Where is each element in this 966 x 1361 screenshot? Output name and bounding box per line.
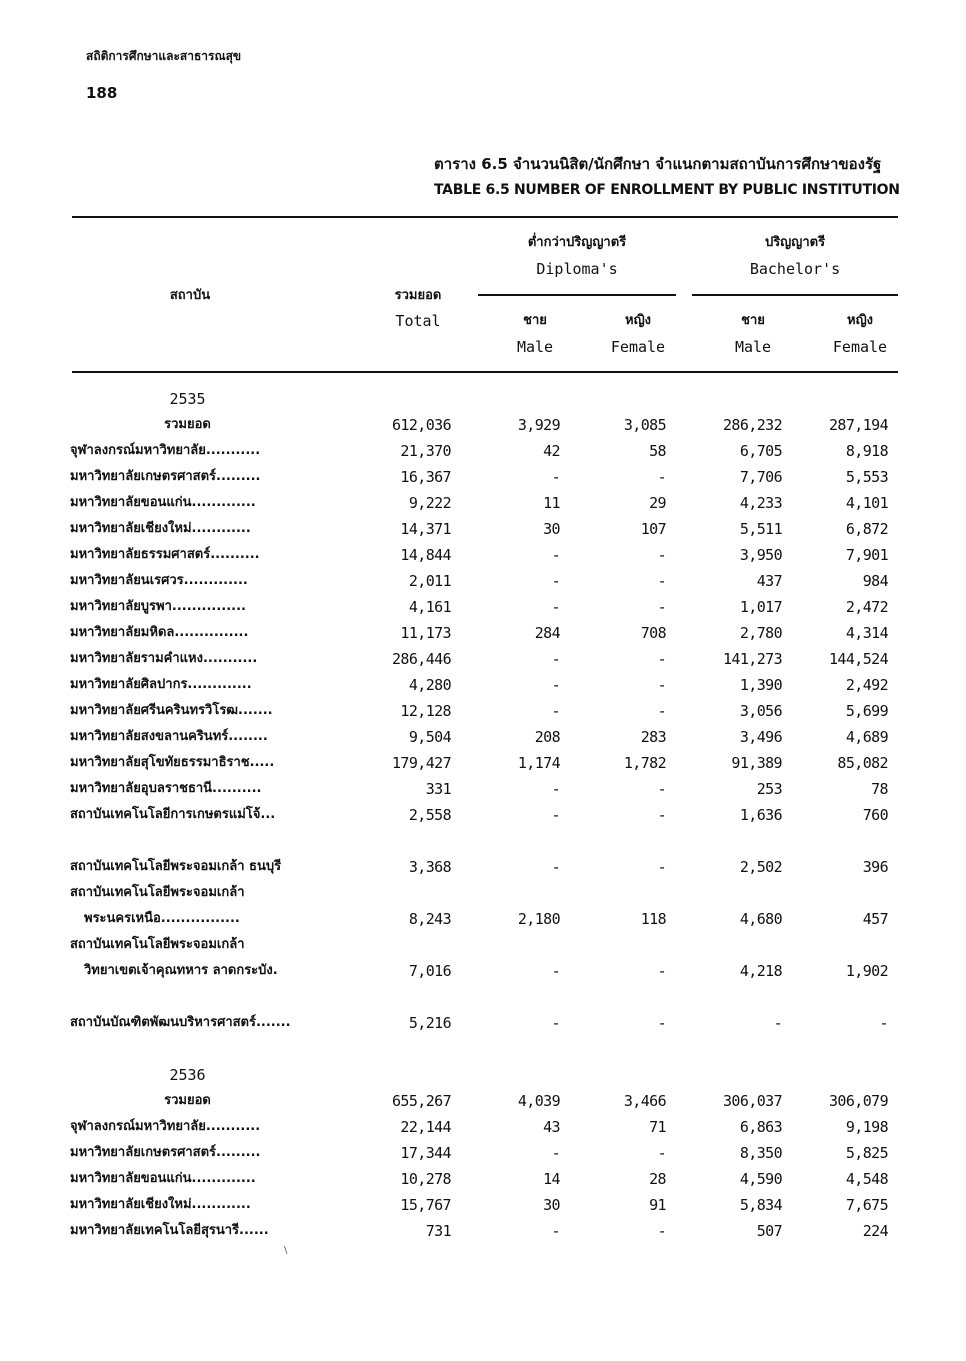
total-cell: 7,016	[408, 962, 451, 980]
diploma-female-cell: 708	[640, 624, 666, 642]
institution-name: สถาบันบัณฑิตพัฒนบริหารศาสตร์.......	[70, 1015, 291, 1030]
total-cell: 2,558	[408, 806, 451, 824]
diploma-female-cell: -	[657, 572, 666, 590]
table-row	[0, 1218, 966, 1244]
institution-name: มหาวิทยาลัยอุบลราชธานี..........	[70, 781, 262, 796]
bachelor-male-cell: 4,680	[739, 910, 782, 928]
total-cell: 16,367	[400, 468, 451, 486]
institution-name: สถาบันเทคโนโลยีพระจอมเกล้า ธนบุรี	[70, 859, 282, 874]
header-bachelor-male-english: Male	[734, 338, 772, 356]
diploma-female-cell: -	[657, 1144, 666, 1162]
diploma-male-cell: 3,929	[517, 416, 560, 434]
year-label: 2536	[169, 1066, 206, 1084]
bachelor-male-cell: 306,037	[722, 1092, 782, 1110]
institution-name: มหาวิทยาลัยเกษตรศาสตร์.........	[70, 469, 261, 484]
bachelor-male-cell: 5,511	[739, 520, 782, 538]
institution-name: สถาบันเทคโนโลยีพระจอมเกล้า	[70, 885, 245, 900]
diploma-female-cell: -	[657, 858, 666, 876]
institution-name: มหาวิทยาลัยขอนแก่น.............	[70, 1171, 256, 1186]
institution-name: มหาวิทยาลัยรามคำแหง...........	[70, 651, 258, 666]
header-diploma-thai: ต่ำกว่าปริญญาตรี	[527, 235, 627, 250]
bachelor-male-cell: 141,273	[722, 650, 782, 668]
diploma-female-cell: 3,085	[623, 416, 666, 434]
table-row	[0, 542, 966, 568]
diploma-female-cell: -	[657, 780, 666, 798]
institution-name: มหาวิทยาลัยเกษตรศาสตร์.........	[70, 1145, 261, 1160]
diploma-female-cell: -	[657, 962, 666, 980]
total-row	[0, 1088, 966, 1114]
total-cell: 4,161	[408, 598, 451, 616]
total-cell: 15,767	[400, 1196, 451, 1214]
total-cell: 2,011	[408, 572, 451, 590]
bachelor-male-cell: 7,706	[739, 468, 782, 486]
diploma-male-cell: 14	[543, 1170, 560, 1188]
bachelor-male-cell: 6,863	[739, 1118, 782, 1136]
diploma-female-cell: 28	[649, 1170, 666, 1188]
bachelor-male-cell: 1,636	[739, 806, 782, 824]
table-row	[0, 568, 966, 594]
table-row	[0, 880, 966, 906]
total-cell: 3,368	[408, 858, 451, 876]
diploma-male-cell: 2,180	[517, 910, 560, 928]
bachelor-female-cell: 2,472	[845, 598, 888, 616]
bachelor-female-cell: 5,553	[845, 468, 888, 486]
bachelor-female-cell: 5,825	[845, 1144, 888, 1162]
total-cell: 14,371	[400, 520, 451, 538]
bachelor-female-cell: 984	[862, 572, 888, 590]
header-bachelor-male-thai: ชาย	[741, 313, 765, 328]
diploma-female-cell: 107	[640, 520, 666, 538]
diploma-female-cell: -	[657, 650, 666, 668]
total-cell: 11,173	[400, 624, 451, 642]
table-row	[0, 698, 966, 724]
header-bachelor-thai: ปริญญาตรี	[764, 235, 826, 250]
diploma-female-cell: 3,466	[623, 1092, 666, 1110]
bachelor-female-cell: 760	[862, 806, 888, 824]
table-row	[0, 594, 966, 620]
diploma-female-cell: 71	[649, 1118, 666, 1136]
total-cell: 179,427	[391, 754, 451, 772]
diploma-male-cell: -	[551, 962, 560, 980]
table-row	[0, 464, 966, 490]
institution-name: มหาวิทยาลัยสงขลานครินทร์........	[70, 729, 268, 744]
bachelor-male-cell: 3,950	[739, 546, 782, 564]
total-cell: 8,243	[408, 910, 451, 928]
diploma-female-cell: 58	[649, 442, 666, 460]
bachelor-male-cell: 1,390	[739, 676, 782, 694]
bachelor-female-cell: 1,902	[845, 962, 888, 980]
total-cell: 655,267	[391, 1092, 451, 1110]
table-row	[0, 1010, 966, 1036]
institution-name: มหาวิทยาลัยขอนแก่น.............	[70, 495, 256, 510]
running-title: สถิติการศึกษาและสาธารณสุข	[86, 49, 242, 63]
diploma-male-cell: -	[551, 780, 560, 798]
diploma-male-cell: -	[551, 650, 560, 668]
diploma-female-cell: 29	[649, 494, 666, 512]
total-cell: 10,278	[400, 1170, 451, 1188]
table-row	[0, 620, 966, 646]
bachelor-female-cell: 9,198	[845, 1118, 888, 1136]
diploma-male-cell: -	[551, 468, 560, 486]
bachelor-male-cell: 4,218	[739, 962, 782, 980]
table-row	[0, 672, 966, 698]
diploma-male-cell: 208	[534, 728, 560, 746]
diploma-female-cell: 118	[640, 910, 666, 928]
diploma-female-cell: -	[657, 468, 666, 486]
diploma-male-cell: 42	[543, 442, 560, 460]
diploma-male-cell: -	[551, 858, 560, 876]
bachelor-female-cell: 287,194	[828, 416, 888, 434]
diploma-male-cell: -	[551, 546, 560, 564]
table-row	[0, 1114, 966, 1140]
bachelor-female-cell: -	[879, 1014, 888, 1032]
bachelor-male-cell: 3,496	[739, 728, 782, 746]
header-bachelor-female-english: Female	[832, 338, 888, 356]
bachelor-female-cell: 144,524	[828, 650, 888, 668]
diploma-male-cell: -	[551, 1222, 560, 1240]
table-row	[0, 750, 966, 776]
diploma-male-cell: -	[551, 676, 560, 694]
institution-name: รวมยอด	[164, 1093, 211, 1108]
bachelor-male-cell: 4,233	[739, 494, 782, 512]
total-cell: 5,216	[408, 1014, 451, 1032]
table-row	[0, 438, 966, 464]
header-bachelor-female-thai: หญิง	[847, 313, 873, 328]
table-row	[0, 1166, 966, 1192]
bachelor-female-cell: 4,101	[845, 494, 888, 512]
institution-name: มหาวิทยาลัยเชียงใหม่............	[70, 521, 251, 536]
bachelor-male-cell: 1,017	[739, 598, 782, 616]
bachelor-female-cell: 8,918	[845, 442, 888, 460]
institution-name: จุฬาลงกรณ์มหาวิทยาลัย...........	[70, 443, 261, 458]
diploma-male-cell: 1,174	[517, 754, 560, 772]
bachelor-female-cell: 4,548	[845, 1170, 888, 1188]
total-cell: 14,844	[400, 546, 451, 564]
diploma-female-cell: -	[657, 702, 666, 720]
diploma-male-cell: 30	[543, 520, 560, 538]
total-cell: 4,280	[408, 676, 451, 694]
bachelor-male-cell: 4,590	[739, 1170, 782, 1188]
header-institution: สถาบัน	[169, 288, 211, 303]
header-total-thai: รวมยอด	[394, 288, 442, 303]
bachelor-male-cell: 253	[756, 780, 782, 798]
table-row	[0, 958, 966, 984]
diploma-male-cell: 11	[543, 494, 560, 512]
header-diploma-female-english: Female	[610, 338, 666, 356]
table-row	[0, 516, 966, 542]
bachelor-female-cell: 7,901	[845, 546, 888, 564]
diploma-female-cell: -	[657, 1014, 666, 1032]
header-bachelor-english: Bachelor's	[749, 260, 841, 278]
bachelor-female-cell: 396	[862, 858, 888, 876]
total-cell: 21,370	[400, 442, 451, 460]
table-row	[0, 854, 966, 880]
institution-name: มหาวิทยาลัยเชียงใหม่............	[70, 1197, 251, 1212]
year-label: 2535	[169, 390, 206, 408]
institution-name: วิทยาเขตเจ้าคุณทหาร ลาดกระบัง.	[84, 963, 278, 978]
table-row	[0, 776, 966, 802]
diploma-male-cell: 284	[534, 624, 560, 642]
diploma-female-cell: -	[657, 806, 666, 824]
diploma-female-cell: -	[657, 1222, 666, 1240]
institution-name: มหาวิทยาลัยเทคโนโลยีสุรนารี......	[70, 1223, 269, 1238]
institution-name: จุฬาลงกรณ์มหาวิทยาลัย...........	[70, 1119, 261, 1134]
total-cell: 612,036	[391, 416, 451, 434]
institution-name: มหาวิทยาลัยศรีนครินทรวิโรฒ.......	[70, 703, 273, 718]
table-row	[0, 646, 966, 672]
bachelor-male-cell: 8,350	[739, 1144, 782, 1162]
bachelor-female-cell: 4,314	[845, 624, 888, 642]
institution-name: สถาบันเทคโนโลยีพระจอมเกล้า	[70, 937, 245, 952]
diploma-male-cell: -	[551, 1014, 560, 1032]
header-diploma-female-thai: หญิง	[625, 313, 651, 328]
bachelor-female-cell: 457	[862, 910, 888, 928]
bachelor-male-cell: 3,056	[739, 702, 782, 720]
total-cell: 9,222	[408, 494, 451, 512]
total-cell: 12,128	[400, 702, 451, 720]
page-number: 188	[86, 84, 118, 102]
institution-name: พระนครเหนือ................	[84, 911, 240, 926]
bachelor-male-cell: 507	[756, 1222, 782, 1240]
table-row	[0, 802, 966, 828]
bachelor-female-cell: 4,689	[845, 728, 888, 746]
stray-mark: \	[284, 1245, 288, 1256]
header-diploma-male-thai: ชาย	[523, 313, 547, 328]
bachelor-male-cell: 286,232	[722, 416, 782, 434]
year-heading-row	[0, 386, 966, 412]
institution-name: รวมยอด	[164, 417, 211, 432]
diploma-male-cell: -	[551, 572, 560, 590]
table-row	[0, 906, 966, 932]
diploma-male-cell: -	[551, 1144, 560, 1162]
institution-name: มหาวิทยาลัยบูรพา...............	[70, 599, 246, 614]
institution-name: มหาวิทยาลัยสุโขทัยธรรมาธิราช.....	[70, 755, 275, 770]
diploma-female-cell: -	[657, 598, 666, 616]
total-cell: 286,446	[391, 650, 451, 668]
table-title-english: TABLE 6.5 NUMBER OF ENROLLMENT BY PUBLIC INSTITUTION	[434, 182, 900, 198]
diploma-male-cell: 30	[543, 1196, 560, 1214]
diploma-female-cell: -	[657, 546, 666, 564]
bachelor-male-cell: -	[773, 1014, 782, 1032]
bachelor-male-cell: 437	[756, 572, 782, 590]
bachelor-male-cell: 5,834	[739, 1196, 782, 1214]
header-total-english: Total	[395, 312, 441, 330]
table-row	[0, 1140, 966, 1166]
total-cell: 731	[425, 1222, 451, 1240]
bachelor-female-cell: 85,082	[837, 754, 888, 772]
institution-name: มหาวิทยาลัยธรรมศาสตร์..........	[70, 547, 260, 562]
bachelor-female-cell: 306,079	[828, 1092, 888, 1110]
table-title-thai: ตาราง 6.5 จำนวนนิสิต/นักศึกษา จำแนกตามสถาบันการศึกษาของรัฐ	[434, 155, 882, 173]
total-cell: 17,344	[400, 1144, 451, 1162]
total-cell: 9,504	[408, 728, 451, 746]
bachelor-male-cell: 6,705	[739, 442, 782, 460]
diploma-female-cell: 283	[640, 728, 666, 746]
header-diploma-english: Diploma's	[536, 260, 618, 278]
diploma-male-cell: -	[551, 702, 560, 720]
year-heading-row	[0, 1062, 966, 1088]
table-row	[0, 932, 966, 958]
bachelor-male-cell: 2,780	[739, 624, 782, 642]
total-cell: 22,144	[400, 1118, 451, 1136]
total-cell: 331	[425, 780, 451, 798]
bachelor-female-cell: 224	[862, 1222, 888, 1240]
table-row	[0, 724, 966, 750]
diploma-male-cell: -	[551, 806, 560, 824]
diploma-male-cell: 4,039	[517, 1092, 560, 1110]
table-row	[0, 490, 966, 516]
bachelor-male-cell: 2,502	[739, 858, 782, 876]
bachelor-male-cell: 91,389	[731, 754, 782, 772]
institution-name: สถาบันเทคโนโลยีการเกษตรแม่โจ้...	[70, 807, 276, 822]
bachelor-female-cell: 5,699	[845, 702, 888, 720]
bachelor-female-cell: 7,675	[845, 1196, 888, 1214]
diploma-male-cell: 43	[543, 1118, 560, 1136]
diploma-female-cell: -	[657, 676, 666, 694]
institution-name: มหาวิทยาลัยนเรศวร.............	[70, 573, 248, 588]
diploma-male-cell: -	[551, 598, 560, 616]
table-row	[0, 1192, 966, 1218]
diploma-female-cell: 1,782	[623, 754, 666, 772]
bachelor-female-cell: 78	[871, 780, 888, 798]
bachelor-female-cell: 6,872	[845, 520, 888, 538]
header-diploma-male-english: Male	[516, 338, 554, 356]
institution-name: มหาวิทยาลัยมหิดล...............	[70, 625, 249, 640]
institution-name: มหาวิทยาลัยศิลปากร.............	[70, 677, 252, 692]
bachelor-female-cell: 2,492	[845, 676, 888, 694]
total-row	[0, 412, 966, 438]
diploma-female-cell: 91	[649, 1196, 666, 1214]
